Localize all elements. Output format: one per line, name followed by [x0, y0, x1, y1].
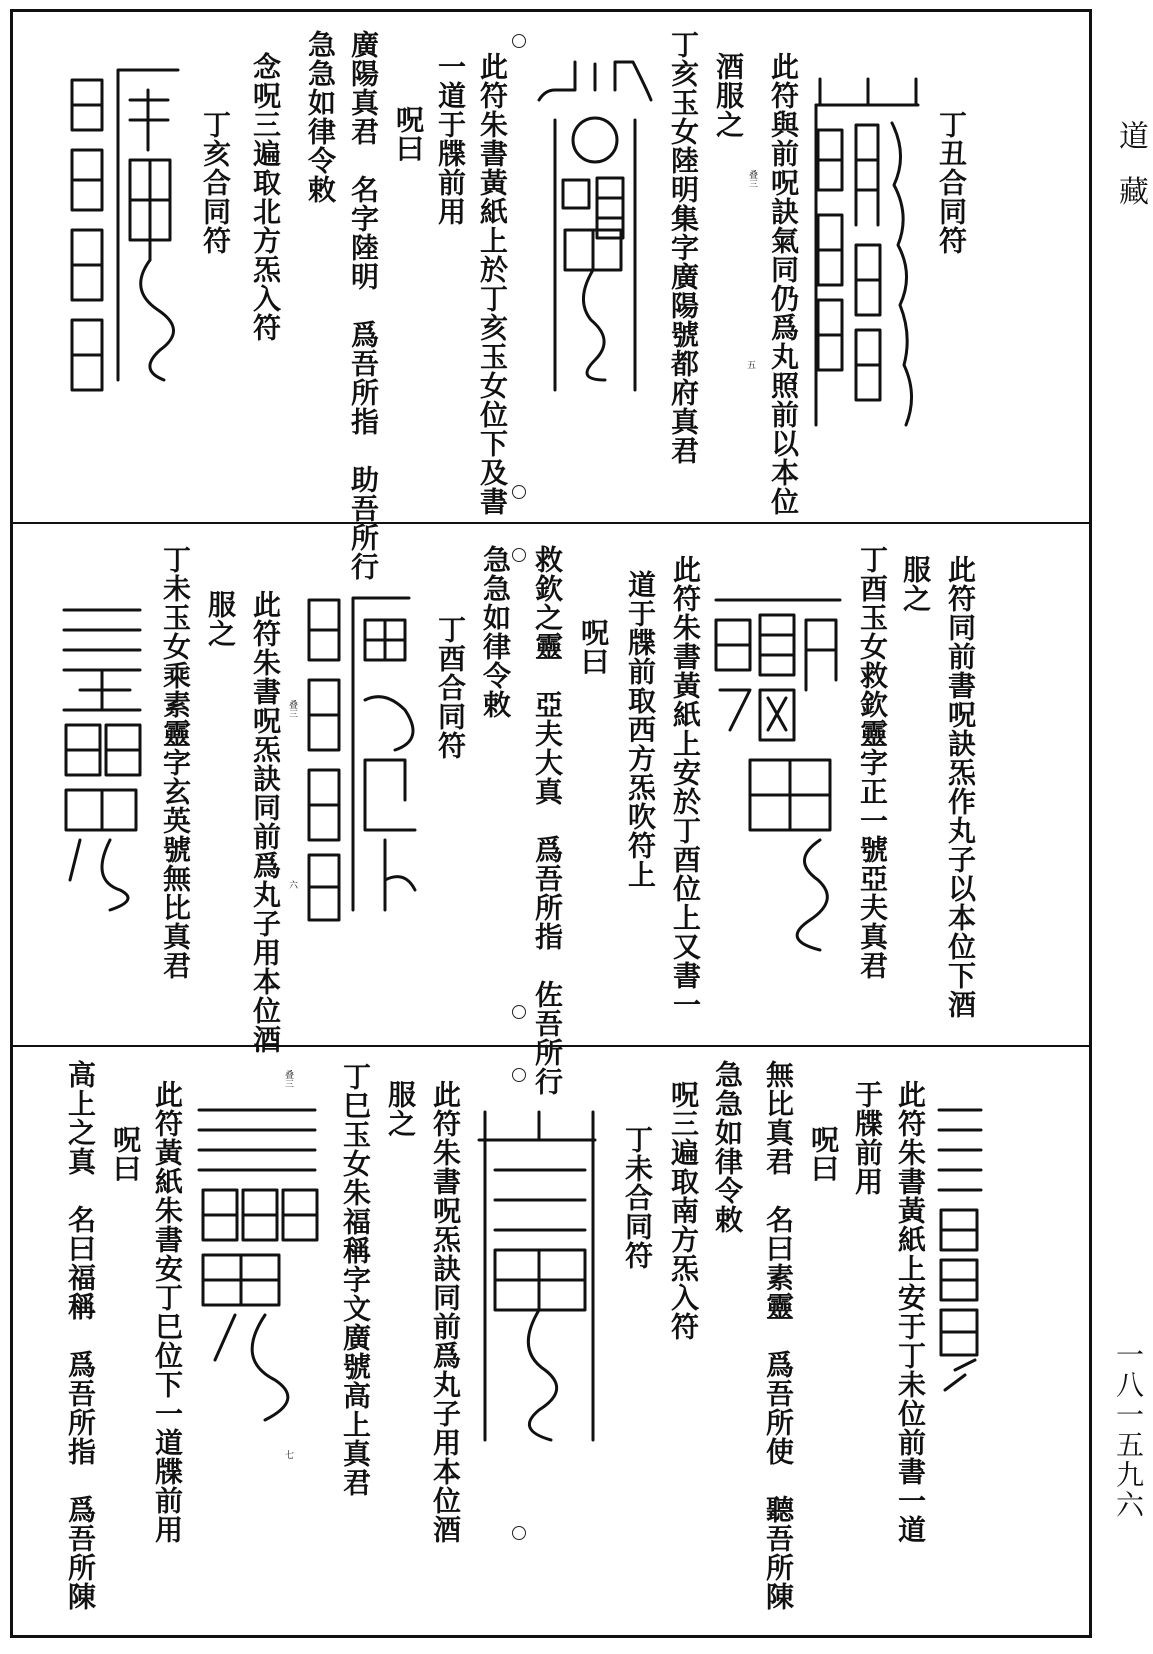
text-column: 急急如律令敕: [304, 30, 337, 204]
text-column: 呪曰: [577, 618, 610, 676]
margin-note: 五: [745, 360, 755, 369]
talisman-figure: [305, 590, 435, 930]
text-column: 丁酉玉女救欽靈字正一號亞夫真君: [856, 545, 889, 980]
margin-note: 叠三: [747, 170, 757, 188]
text-column: 于牒前用: [851, 1080, 884, 1196]
talisman-figure: [808, 75, 928, 435]
binding-hole: [512, 34, 526, 48]
binding-hole: [512, 1068, 526, 1082]
text-column: 此符同前書呪訣炁作丸子以本位下酒: [944, 555, 977, 1019]
text-column: 此符黃紙朱書安丁巳位下一道牒前用: [151, 1080, 184, 1544]
page-number: 一八一五九六: [1112, 1340, 1145, 1520]
talisman-figure: [535, 60, 655, 400]
text-column: 服之: [899, 555, 932, 613]
text-column: 高上之真 名曰福稱 爲吾所指 爲吾所陳: [64, 1060, 97, 1611]
text-column: 道于牒前取西方炁吹符上: [624, 570, 657, 889]
text-column: 丁丑合同符: [935, 110, 968, 255]
binding-hole: [512, 485, 526, 499]
binding-hole: [512, 548, 526, 562]
text-column: 丁巳玉女朱福稱字文廣號高上真君: [339, 1062, 372, 1497]
margin-note: 七: [283, 1450, 293, 1459]
margin-note: 六: [287, 880, 297, 889]
text-column: 此符朱書呪炁訣同前爲丸子用本位酒: [249, 590, 282, 1054]
text-column: 救欽之靈 亞夫大真 爲吾所指 佐吾所行: [531, 545, 564, 1096]
text-column: 丁未合同符: [621, 1125, 654, 1270]
text-column: 服之: [204, 590, 237, 648]
text-column: 一道于牒前用: [434, 52, 467, 226]
margin-note: 叠三: [287, 700, 297, 718]
text-column: 呪三遍取南方炁入符: [667, 1080, 700, 1341]
talisman-figure: [475, 1110, 605, 1450]
text-column: 呪曰: [109, 1125, 142, 1183]
text-column: 丁未玉女乘素靈字玄英號無比真君: [159, 545, 192, 980]
text-column: 此符朱書黃紙上安於丁酉位上又書一: [669, 555, 702, 1019]
binding-hole: [512, 1526, 526, 1540]
margin-note: 叠三: [283, 1070, 293, 1088]
talisman-figure: [710, 580, 850, 960]
text-column: 酒服之: [712, 52, 745, 139]
binding-hole: [512, 1005, 526, 1019]
talisman-figure: [68, 60, 198, 400]
text-column: 呪曰: [392, 105, 425, 163]
text-column: 廣陽真君 名字陸明 爲吾所指 助吾所行: [347, 30, 380, 581]
text-column: 丁亥合同符: [199, 110, 232, 255]
text-column: 此符與前呪訣氣同仍爲丸照前以本位: [767, 52, 800, 516]
text-column: 無比真君 名曰素靈 爲吾所使 聽吾所陳: [762, 1060, 795, 1611]
canon-title: 道 藏: [1113, 120, 1148, 214]
text-column: 此符朱書黃紙上於丁亥玉女位下及書: [476, 52, 509, 516]
text-column: 呪曰: [807, 1125, 840, 1183]
text-column: 丁酉合同符: [434, 615, 467, 760]
text-column: 急急如律令敕: [711, 1060, 744, 1234]
text-column: 念呪三遍取北方炁入符: [249, 52, 282, 342]
talisman-figure: [935, 1100, 985, 1400]
text-column: 此符朱書呪炁訣同前爲丸子用本位酒: [429, 1080, 462, 1544]
talisman-figure: [60, 600, 150, 920]
text-column: 丁亥玉女陸明集字廣陽號都府真君: [667, 30, 700, 465]
text-column: 服之: [384, 1080, 417, 1138]
panel-divider: [10, 522, 1092, 524]
text-column: 急急如律令敕: [479, 545, 512, 719]
talisman-figure: [195, 1100, 325, 1430]
text-column: 此符朱書黃紙上安于丁未位前書一道: [894, 1080, 927, 1544]
